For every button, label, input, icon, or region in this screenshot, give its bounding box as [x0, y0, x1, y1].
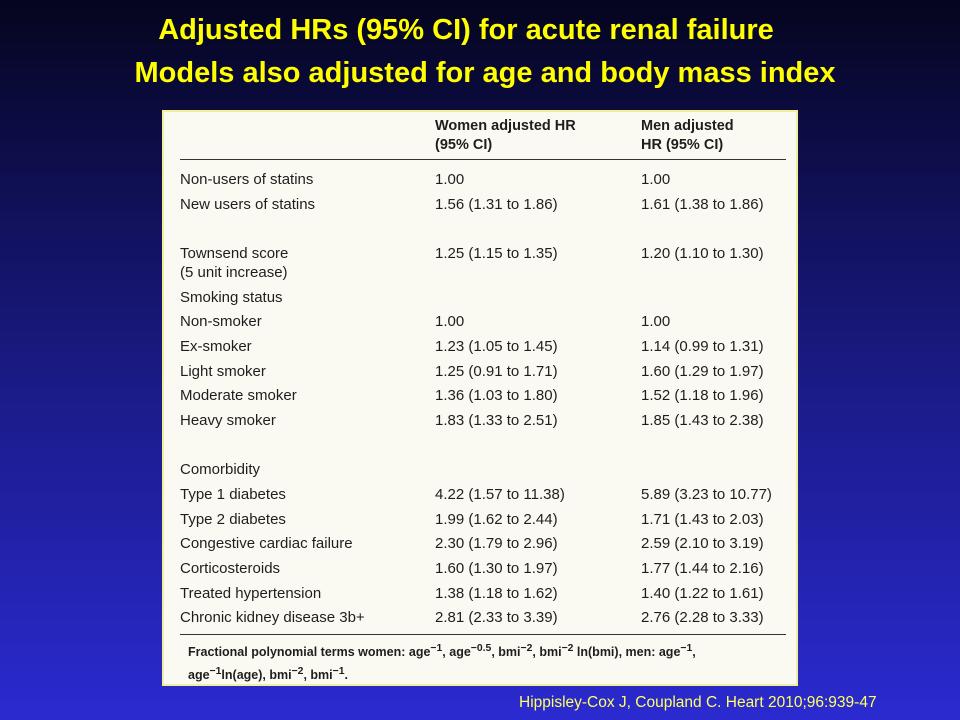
table-row: [180, 337, 790, 357]
footnote-text: , bmi: [303, 668, 333, 683]
footnote-text: .: [344, 668, 348, 683]
men-hr: 1.52 (1.18 to 1.96): [641, 387, 764, 404]
table-row: [180, 584, 790, 604]
women-hr: 4.22 (1.57 to 11.38): [435, 486, 565, 503]
footnote-text: , age: [442, 645, 471, 660]
footnote-exponent: −1: [680, 643, 693, 654]
row-label: Smoking status: [180, 289, 283, 306]
table-row: [180, 510, 790, 530]
table-row: [180, 362, 790, 382]
hazard-ratio-table: [162, 110, 798, 686]
men-hr: 1.60 (1.29 to 1.97): [641, 363, 764, 380]
women-hr: 1.23 (1.05 to 1.45): [435, 338, 558, 355]
footnote-text: ,: [692, 645, 696, 660]
row-label: New users of statins: [180, 196, 316, 213]
header-women-line-2: (95% CI): [435, 137, 493, 153]
men-hr: 1.00: [641, 313, 671, 330]
row-label: Type 2 diabetes: [180, 511, 286, 528]
men-hr: 2.59 (2.10 to 3.19): [641, 535, 764, 552]
table-row: [180, 288, 790, 308]
footer-rule: [180, 634, 786, 635]
header-women-line-1: Women adjusted HR: [435, 118, 576, 134]
men-hr: 1.40 (1.22 to 1.61): [641, 585, 764, 602]
footnote-exponent: −1: [209, 666, 222, 678]
men-hr: 1.14 (0.99 to 1.31): [641, 338, 764, 355]
header-men-line-2: HR (95% CI): [641, 137, 724, 153]
women-hr: 1.60 (1.30 to 1.97): [435, 560, 558, 577]
row-label: (5 unit increase): [180, 264, 288, 281]
header-men: [641, 117, 734, 155]
footnote-exponent: −1: [332, 666, 345, 678]
footnote-exponent: −1: [430, 643, 443, 654]
table-row: [180, 534, 790, 554]
men-hr: 1.85 (1.43 to 2.38): [641, 412, 764, 429]
header-rule: [180, 159, 786, 160]
women-hr: 1.25 (0.91 to 1.71): [435, 363, 558, 380]
footnote-exponent: −2: [291, 666, 304, 678]
table-row: [180, 559, 790, 579]
table-footnote: [188, 639, 788, 685]
footnote-text: age: [188, 668, 210, 683]
men-hr: 5.89 (3.23 to 10.77): [641, 486, 772, 503]
row-label: Moderate smoker: [180, 387, 297, 404]
table-row: [180, 263, 790, 283]
header-men-line-1: Men adjusted: [641, 118, 734, 134]
row-label: Light smoker: [180, 363, 266, 380]
footnote-text: , bmi: [491, 645, 521, 660]
footnote-text: , bmi: [532, 645, 562, 660]
row-label: Non-users of statins: [180, 171, 314, 188]
footnote-exponent: −0.5: [470, 643, 492, 654]
women-hr: 2.81 (2.33 to 3.39): [435, 609, 558, 626]
row-label: Non-smoker: [180, 313, 262, 330]
men-hr: 1.20 (1.10 to 1.30): [641, 245, 764, 262]
row-label: Ex-smoker: [180, 338, 252, 355]
women-hr: 1.00: [435, 171, 465, 188]
row-label: Treated hypertension: [180, 585, 322, 602]
women-hr: 1.38 (1.18 to 1.62): [435, 585, 558, 602]
slide-title-line-2: Models also adjusted for age and body mass index: [134, 57, 836, 89]
table-row: [180, 170, 790, 190]
row-label: Congestive cardiac failure: [180, 535, 353, 552]
table-row: [180, 244, 790, 264]
women-hr: 1.99 (1.62 to 2.44): [435, 511, 558, 528]
table-row: [180, 411, 790, 431]
footnote-exponent: −2: [520, 643, 533, 654]
women-hr: 1.00: [435, 313, 465, 330]
women-hr: 2.30 (1.79 to 2.96): [435, 535, 558, 552]
table-row: [180, 485, 790, 505]
women-hr: 1.36 (1.03 to 1.80): [435, 387, 558, 404]
table-row: [180, 312, 790, 332]
table-row: [180, 386, 790, 406]
row-label: Type 1 diabetes: [180, 486, 286, 503]
women-hr: 1.83 (1.33 to 2.51): [435, 412, 558, 429]
row-label: Townsend score: [180, 245, 289, 262]
citation: Hippisley-Cox J, Coupland C. Heart 2010;96:939-47: [519, 694, 877, 711]
row-label: Comorbidity: [180, 461, 261, 478]
women-hr: 1.25 (1.15 to 1.35): [435, 245, 558, 262]
men-hr: 2.76 (2.28 to 3.33): [641, 609, 764, 626]
table-row: [180, 608, 790, 628]
footnote-text: ln(age), bmi: [221, 668, 292, 683]
footnote-text: Fractional polynomial terms women: age: [188, 645, 431, 660]
slide-title-line-1: Adjusted HRs (95% CI) for acute renal failure: [158, 14, 774, 46]
footnote-line-2: [188, 662, 788, 685]
men-hr: 1.00: [641, 171, 671, 188]
header-women: [435, 117, 576, 155]
table-row: [180, 195, 790, 215]
row-label: Heavy smoker: [180, 412, 276, 429]
row-label: Chronic kidney disease 3b+: [180, 609, 365, 626]
footnote-text: ln(bmi), men: age: [573, 645, 681, 660]
women-hr: 1.56 (1.31 to 1.86): [435, 196, 558, 213]
men-hr: 1.71 (1.43 to 2.03): [641, 511, 764, 528]
row-label: Corticosteroids: [180, 560, 281, 577]
table-row: [180, 460, 790, 480]
men-hr: 1.77 (1.44 to 2.16): [641, 560, 764, 577]
men-hr: 1.61 (1.38 to 1.86): [641, 196, 764, 213]
footnote-exponent: −2: [561, 643, 574, 654]
footnote-line-1: [188, 639, 788, 662]
